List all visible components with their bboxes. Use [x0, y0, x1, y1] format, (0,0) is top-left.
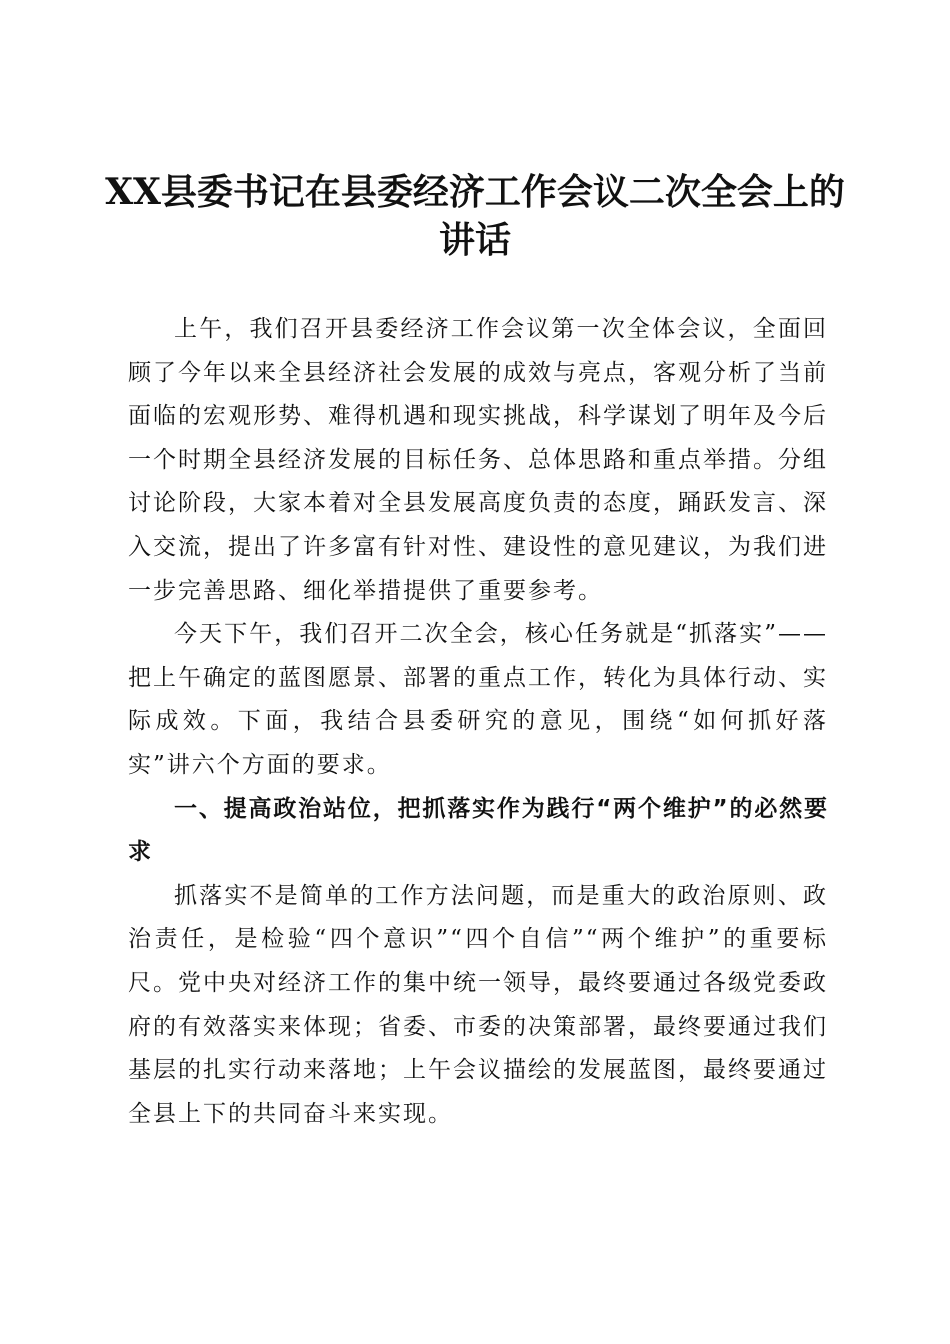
document-title: XX县委书记在县委经济工作会议二次全会上的讲话 [105, 171, 845, 261]
document-body [128, 308, 828, 1136]
paragraph-afternoon-task: 今天下午，我们召开二次全会，核心任务就是“抓落实”——把上午确定的蓝图愿景、部署的重点工作，转化为具体行动、实际成效。下面，我结合县委研究的意见，围绕“如何抓好落实”讲六个方面的要求。 [128, 621, 828, 778]
paragraph-section-one: 抓落实不是简单的工作方法问题，而是重大的政治原则、政治责任，是检验“四个意识”“四个自信”“两个维护”的重要标尺。党中央对经济工作的集中统一领导，最终要通过各级党委政府的有效落实来体现；省委、市委的决策部署，最终要通过我们基层的扎实行动来落地；上午会议描绘的发展蓝图，最终要通过全县上下的共同奋斗来实现。 [128, 882, 828, 1127]
paragraph-morning-review: 上午，我们召开县委经济工作会议第一次全体会议，全面回顾了今年以来全县经济社会发展的成效与亮点，客观分析了当前面临的宏观形势、难得机遇和现实挑战，科学谋划了明年及今后一个时期全县经济发展的目标任务、总体思路和重点举措。分组讨论阶段，大家本着对全县发展高度负责的态度，踊跃发言、深入交流，提出了许多富有针对性、建设性的意见建议，为我们进一步完善思路、细化举措提供了重要参考。 [128, 316, 828, 604]
section-heading-one: 一、提高政治站位，把抓落实作为践行“两个维护”的必然要求 [128, 795, 828, 866]
